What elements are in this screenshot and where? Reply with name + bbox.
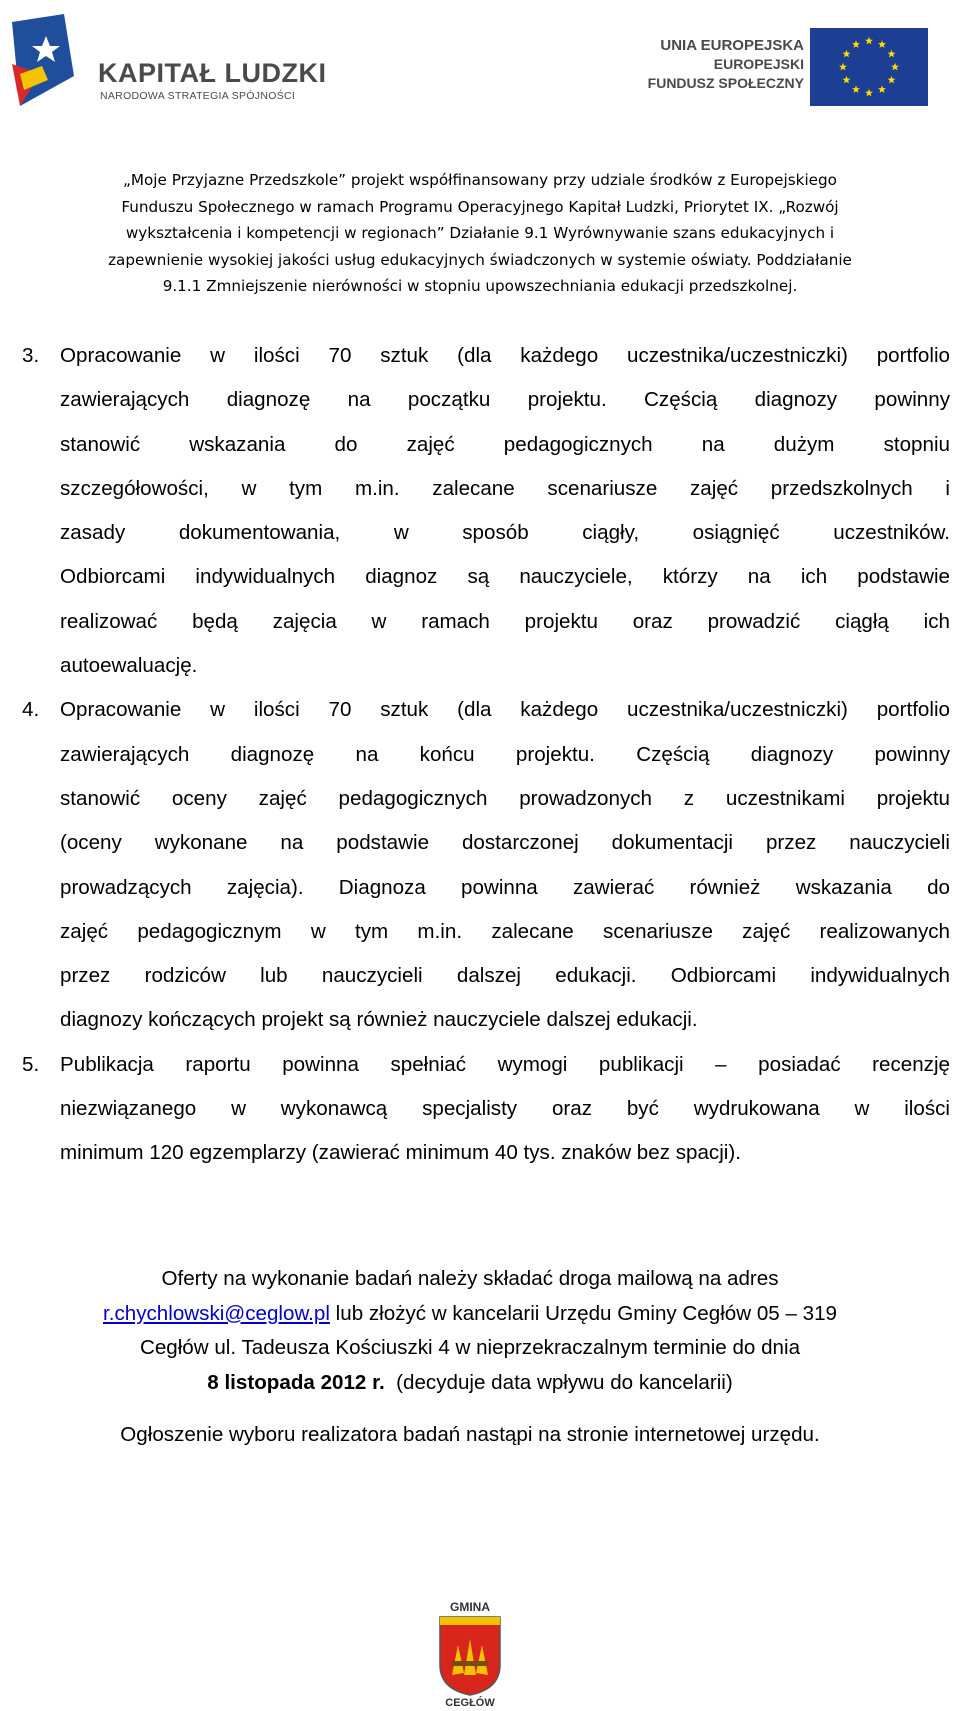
list-item-line: autoewaluację. <box>60 654 198 678</box>
eu-logo-text <box>648 36 804 93</box>
list-item-line: zawierających diagnozę na końcu projektu. Częścią diagnozy powinny <box>60 742 950 766</box>
list-item-line: Opracowanie w ilości 70 sztuk (dla każdego uczestnika/uczestniczki) portfolio <box>60 698 950 722</box>
requirements-list <box>22 334 950 1176</box>
project-intro <box>0 167 960 300</box>
list-item-line: Opracowanie w ilości 70 sztuk (dla każdego uczestnika/uczestniczki) portfolio <box>60 344 950 367</box>
email-link[interactable]: r.chychlowski@ceglow.pl <box>103 1301 330 1325</box>
list-item-line: stanowić wskazania do zajęć pedagogicznych na dużym stopniu <box>60 432 950 456</box>
list-item-number: 5. <box>22 1052 40 1076</box>
eu-logo-line3: FUNDUSZ SPOŁECZNY <box>647 75 804 91</box>
intro-line: zapewnienie wysokiej jakości usług edukacyjnych świadczonych w systemie oświaty. Poddziałanie <box>108 250 852 269</box>
offers-line-text: lub złożyć w kancelarii Urzędu Gminy Cegłów 05 – 319 <box>329 1301 837 1325</box>
list-item-line: diagnozy kończących projekt są również nauczyciele dalszej edukacji. <box>60 1008 698 1032</box>
intro-line: wykształcenia i kompetencji w regionach” Działanie 9.1 Wyrównywanie szans edukacyjnych i <box>125 224 835 242</box>
offers-line: Oferty na wykonanie badań należy składać droga mailową na adres <box>161 1267 779 1290</box>
list-item <box>22 334 950 688</box>
kapital-ludzki-logo <box>12 14 332 114</box>
eu-logo-line2: EUROPEJSKI <box>713 56 804 72</box>
list-item-line: przez rodziców lub nauczycieli dalszej edukacji. Odbiorcami indywidualnych <box>60 964 950 988</box>
list-item-line: szczegółowości, w tym m.in. zalecane scenariusze zajęć przedszkolnych i <box>60 476 950 500</box>
announcement-text: Ogłoszenie wyboru realizatora badań nastąpi na stronie internetowej urzędu. <box>120 1423 820 1446</box>
list-item-line: zawierających diagnozę na początku projektu. Częścią diagnozy powinny <box>60 388 950 412</box>
list-item-line: prowadzących zajęcia). Diagnoza powinna zawierać również wskazania do <box>60 875 950 899</box>
eu-social-fund-logo <box>640 22 940 106</box>
list-item-line: zajęć pedagogicznym w tym m.in. zalecane scenariusze zajęć realizowanych <box>60 919 950 943</box>
list-item-line: Publikacja raportu powinna spełniać wymogi publikacji – posiadać recenzję <box>60 1052 950 1076</box>
eu-logo-line1: UNIA EUROPEJSKA <box>660 37 804 54</box>
list-item-number: 4. <box>22 698 40 722</box>
offers-line <box>0 1297 940 1332</box>
kapital-ludzki-emblem-icon <box>12 14 94 114</box>
kapital-ludzki-subtitle: NARODOWA STRATEGIA SPÓJNOŚCI <box>100 90 296 102</box>
coat-of-arms-icon <box>438 1615 502 1697</box>
list-item-line: realizować będą zajęcia w ramach projektu oraz prowadzić ciągłą ich <box>60 609 950 633</box>
list-item-line: stanowić oceny zajęć pedagogicznych prowadzonych z uczestnikami projektu <box>60 786 950 810</box>
gmina-ceglow-crest <box>420 1598 520 1711</box>
deadline-note: (decyduje data wpływu do kancelarii) <box>384 1370 733 1394</box>
eu-flag-icon <box>810 28 928 106</box>
intro-line: 9.1.1 Zmniejszenie nierówności w stopniu upowszechniania edukacji przedszkolnej. <box>162 277 798 295</box>
list-item-line: niezwiązanego w wykonawcą specjalisty oraz być wydrukowana w ilości <box>60 1097 950 1121</box>
list-item-line: (oceny wykonane na podstawie dostarczonej dokumentacji przez nauczycieli <box>60 831 950 855</box>
crest-bottom-label: CEGŁÓW <box>445 1697 495 1709</box>
offers-line <box>0 1366 940 1401</box>
list-item-number: 3. <box>22 344 40 367</box>
deadline-date: 8 listopada 2012 r. <box>207 1370 385 1394</box>
list-item-line: zasady dokumentowania, w sposób ciągły, osiągnięć uczestników. <box>60 521 950 545</box>
offers-paragraph <box>0 1262 940 1400</box>
crest-top-label: GMINA <box>450 1600 490 1614</box>
list-item-line: minimum 120 egzemplarzy (zawierać minimum 40 tys. znaków bez spacji). <box>60 1141 741 1165</box>
kapital-ludzki-title: KAPITAŁ LUDZKI <box>98 58 327 88</box>
list-item <box>22 1043 950 1176</box>
offers-line: Cegłów ul. Tadeusza Kościuszki 4 w nieprzekraczalnym terminie do dnia <box>139 1336 801 1359</box>
list-item <box>22 688 950 1042</box>
intro-line: „Moje Przyjazne Przedszkole” projekt współfinansowany przy udziale środków z Europejskiego <box>123 171 837 189</box>
intro-line: Funduszu Społecznego w ramach Programu Operacyjnego Kapitał Ludzki, Priorytet IX. „Rozwój <box>121 197 839 216</box>
list-item-line: Odbiorcami indywidualnych diagnoz są nauczyciele, którzy na ich podstawie <box>60 565 950 589</box>
